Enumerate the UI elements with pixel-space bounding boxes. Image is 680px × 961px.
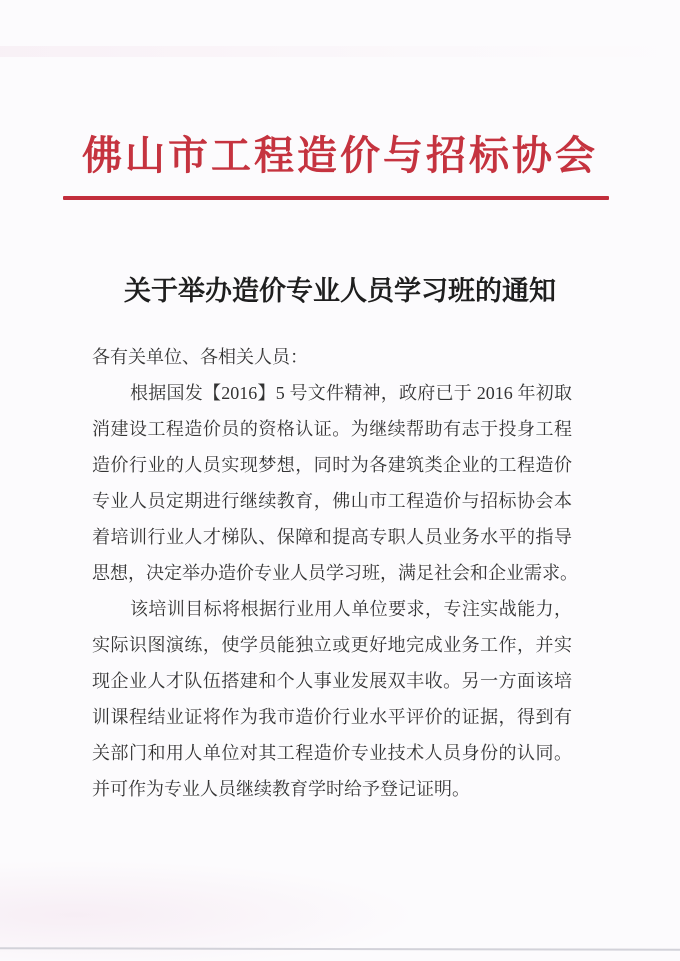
body-line: 思想，决定举办造价专业人员学习班，满足社会和企业需求。: [92, 563, 578, 583]
body-lines: [92, 375, 578, 807]
body-line: 根据国发【2016】5 号文件精神，政府已于 2016 年初取: [130, 383, 572, 403]
body-line: 并可作为专业人员继续教育学时给予登记证明。: [92, 779, 470, 799]
body-line: 现企业人才队伍搭建和个人事业发展双丰收。另一方面该培: [92, 671, 572, 691]
body-line: 专业人员定期进行继续教育，佛山市工程造价与招标协会本: [92, 491, 572, 511]
body-line: 训课程结业证将作为我市造价行业水平评价的证据，得到有: [92, 707, 572, 727]
notice-body: [92, 339, 578, 807]
body-line: 该培训目标将根据行业用人单位要求，专注实战能力，: [130, 599, 572, 619]
body-line: 造价行业的人员实现梦想，同时为各建筑类企业的工程造价: [92, 455, 572, 475]
body-line: 关部门和用人单位对其工程造价专业技术人员身份的认同。: [92, 743, 572, 763]
body-line: 消建设工程造价员的资格认证。为继续帮助有志于投身工程: [92, 419, 572, 439]
salutation: 各有关单位、各相关人员：: [92, 347, 308, 367]
letterhead-rule: [63, 196, 609, 200]
notice-title: 关于举办造价专业人员学习班的通知: [124, 276, 556, 306]
scan-artifact-top-band: [0, 46, 680, 57]
letterhead-org-name: 佛山市工程造价与招标协会: [82, 133, 598, 178]
body-line: 实际识图演练，使学员能独立或更好地完成业务工作，并实: [92, 635, 572, 655]
scan-artifact-bottom-edge: [0, 947, 680, 950]
body-line: 着培训行业人才梯队、保障和提高专职人员业务水平的指导: [92, 527, 572, 547]
scan-artifact-smudge: [0, 860, 420, 960]
